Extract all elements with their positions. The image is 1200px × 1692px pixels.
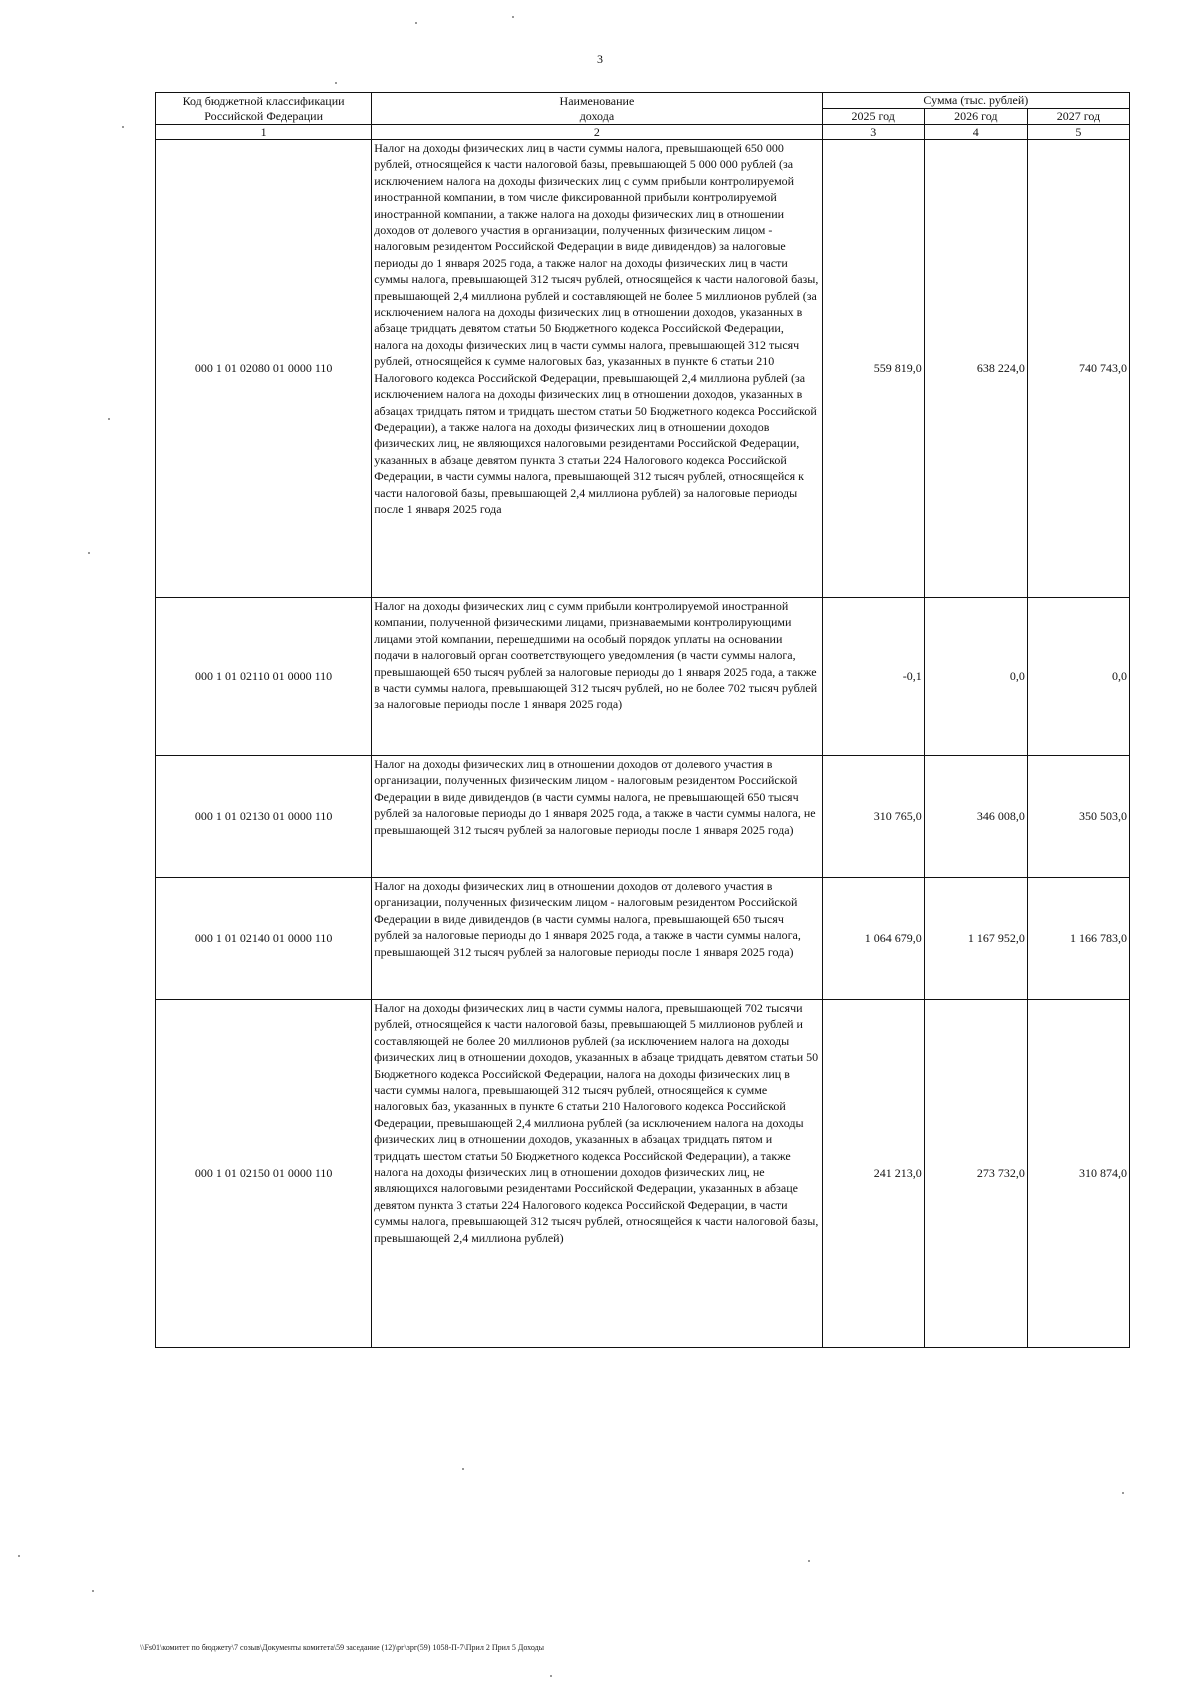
scan-speck — [88, 552, 90, 554]
amount-2025-cell: 241 213,0 — [822, 1000, 924, 1348]
budget-code-cell: 000 1 01 02080 01 0000 110 — [156, 140, 372, 598]
column-number: 5 — [1027, 125, 1129, 140]
scan-speck — [1122, 1492, 1124, 1494]
revenue-name-cell: Налог на доходы физических лиц в части суммы налога, превышающей 702 тысячи рублей, относящейся к части налоговой базы, превышающей 5 миллионов рублей и составляющей не более 20 миллионов рублей (за исключением налога на доходы физических лиц в отношении доходов, указанных в абзаце тридцать девятом статьи 50 Бюджетного кодекса Российской Федерации, налога на доходы физических лиц в части суммы налога, превышающей 312 тысяч рублей, относящейся к сумме налоговых баз, указанных в пункте 6 статьи 210 Налогового кодекса Российской Федерации, превышающей 2,4 миллиона рублей (за исключением налога на доходы физических лиц в отношении доходов, указанных в абзацах тридцать пятом и тридцать шестом статьи 50 Бюджетного кодекса Российской Федерации), а также налога на доходы физических лиц в отношении доходов физических лиц, не являющихся налоговыми резидентами Российской Федерации, указанных в абзаце девятом пункта 3 статьи 224 Налогового кодекса Российской Федерации, в части суммы налога, превышающей 312 тысяч рублей, относящейся к части налоговой базы, превышающей 2,4 миллиона рублей) — [372, 1000, 822, 1348]
table-header-row — [156, 93, 1130, 109]
scan-speck — [550, 1675, 552, 1677]
table-row — [156, 878, 1130, 1000]
page-number: 3 — [597, 52, 603, 66]
table-row — [156, 598, 1130, 756]
budget-code-cell: 000 1 01 02130 01 0000 110 — [156, 756, 372, 878]
column-number: 3 — [822, 125, 924, 140]
code-column-header — [156, 93, 372, 125]
name-header-line1: Наименование — [559, 93, 635, 108]
column-number: 4 — [924, 125, 1027, 140]
column-number: 2 — [372, 125, 822, 140]
amount-2026-cell: 346 008,0 — [924, 756, 1027, 878]
amount-2026-cell: 0,0 — [924, 598, 1027, 756]
table-row — [156, 140, 1130, 598]
year-header-2026: 2026 год — [924, 109, 1027, 125]
footer-file-path: \\Fs01\комитет по бюджету\7 созыв\Документы комитета\59 заседание (12)\рг\зрг(59) 1058-П-7\Прил 2 Прил 5 Доходы — [140, 1643, 545, 1652]
budget-code-cell: 000 1 01 02140 01 0000 110 — [156, 878, 372, 1000]
amount-2026-cell: 638 224,0 — [924, 140, 1027, 598]
column-number: 1 — [156, 125, 372, 140]
amount-2027-cell: 0,0 — [1027, 598, 1129, 756]
amount-2027-cell: 350 503,0 — [1027, 756, 1129, 878]
amount-2025-cell: 1 064 679,0 — [822, 878, 924, 1000]
amount-2026-cell: 1 167 952,0 — [924, 878, 1027, 1000]
scan-speck — [108, 418, 110, 420]
table-row — [156, 756, 1130, 878]
revenue-name-cell: Налог на доходы физических лиц с сумм прибыли контролируемой иностранной компании, полученной физическими лицами, признаваемыми контролирующими лицами этой компании, перешедшими на особый порядок уплаты на основании подачи в налоговый орган соответствующего уведомления (в части суммы налога, превышающей 650 тысяч рублей за налоговые периоды до 1 января 2025 года, а также в части суммы налога, превышающей 312 тысяч рублей, но не более 702 тысяч рублей за налоговые периоды после 1 января 2025 года) — [372, 598, 822, 756]
scan-speck — [92, 1590, 94, 1592]
scan-speck — [462, 1468, 464, 1470]
name-column-header — [372, 93, 822, 125]
budget-revenue-table — [155, 92, 1130, 1348]
revenue-name-cell: Налог на доходы физических лиц в части суммы налога, превышающей 650 000 рублей, относящейся к части налоговой базы, превышающей 5 000 000 рублей (за исключением налога на доходы физических лиц с сумм прибыли контролируемой иностранной компании, в том числе фиксированной прибыли контролируемой иностранной компании, а также налога на доходы физических лиц в отношении доходов от долевого участия в организации, полученных физическим лицом - налоговым резидентом Российской Федерации в виде дивидендов) за налоговые периоды до 1 января 2025 года, а также налог на доходы физических лиц в части суммы налога, превышающей 312 тысяч рублей, относящейся к части налоговой базы, превышающей 2,4 миллиона рублей и составляющей не более 5 миллионов рублей (за исключением налога на доходы физических лиц в отношении доходов, указанных в абзаце тридцать девятом статьи 50 Бюджетного кодекса Российской Федерации, налога на доходы физических лиц в части суммы налога, превышающей 312 тысяч рублей, относящейся к сумме налоговых баз, указанных в пункте 6 статьи 210 Налогового кодекса Российской Федерации, превышающей 2,4 миллиона рублей (за исключением налога на доходы физических лиц в отношении доходов, указанных в абзацах тридцать пятом и тридцать шестом статьи 50 Бюджетного кодекса Российской Федерации), а также налога на доходы физических лиц в отношении доходов физических лиц, не являющихся налоговыми резидентами Российской Федерации, указанных в абзаце девятом пункта 3 статьи 224 Налогового кодекса Российской Федерации, в части суммы налога, превышающей 312 тысяч рублей, относящейся к части налоговой базы, превышающей 2,4 миллиона рублей) за налоговые периоды после 1 января 2025 года — [372, 140, 822, 598]
table-row — [156, 1000, 1130, 1348]
name-header-line2: дохода — [579, 108, 615, 123]
budget-code-cell: 000 1 01 02150 01 0000 110 — [156, 1000, 372, 1348]
amount-2025-cell: -0,1 — [822, 598, 924, 756]
amount-2025-cell: 559 819,0 — [822, 140, 924, 598]
year-header-2027: 2027 год — [1027, 109, 1129, 125]
scan-speck — [415, 22, 417, 24]
budget-code-cell: 000 1 01 02110 01 0000 110 — [156, 598, 372, 756]
amount-2027-cell: 1 166 783,0 — [1027, 878, 1129, 1000]
scan-speck — [122, 126, 124, 128]
sum-column-header: Сумма (тыс. рублей) — [822, 93, 1129, 109]
code-header-line1: Код бюджетной классификации — [182, 93, 345, 108]
amount-2027-cell: 740 743,0 — [1027, 140, 1129, 598]
scan-speck — [808, 1560, 810, 1562]
code-header-line2: Российской Федерации — [204, 108, 323, 123]
scan-speck — [18, 1555, 20, 1557]
amount-2026-cell: 273 732,0 — [924, 1000, 1027, 1348]
revenue-name-cell: Налог на доходы физических лиц в отношении доходов от долевого участия в организации, полученных физическим лицом - налоговым резидентом Российской Федерации в виде дивидендов (в части суммы налога, не превышающей 650 тысяч рублей за налоговые периоды до 1 января 2025 года, а также в части суммы налога, не превышающей 312 тысяч рублей за налоговые периоды после 1 января 2025 года) — [372, 756, 822, 878]
amount-2025-cell: 310 765,0 — [822, 756, 924, 878]
amount-2027-cell: 310 874,0 — [1027, 1000, 1129, 1348]
column-number-row — [156, 125, 1130, 140]
scan-speck — [512, 16, 514, 18]
revenue-name-cell: Налог на доходы физических лиц в отношении доходов от долевого участия в организации, полученных физическим лицом - налоговым резидентом Российской Федерации в виде дивидендов (в части суммы налога, превышающей 650 тысяч рублей за налоговые периоды до 1 января 2025 года, а также в части суммы налога, превышающей 312 тысяч рублей за налоговые периоды после 1 января 2025 года) — [372, 878, 822, 1000]
year-header-2025: 2025 год — [822, 109, 924, 125]
scan-speck — [335, 82, 337, 84]
